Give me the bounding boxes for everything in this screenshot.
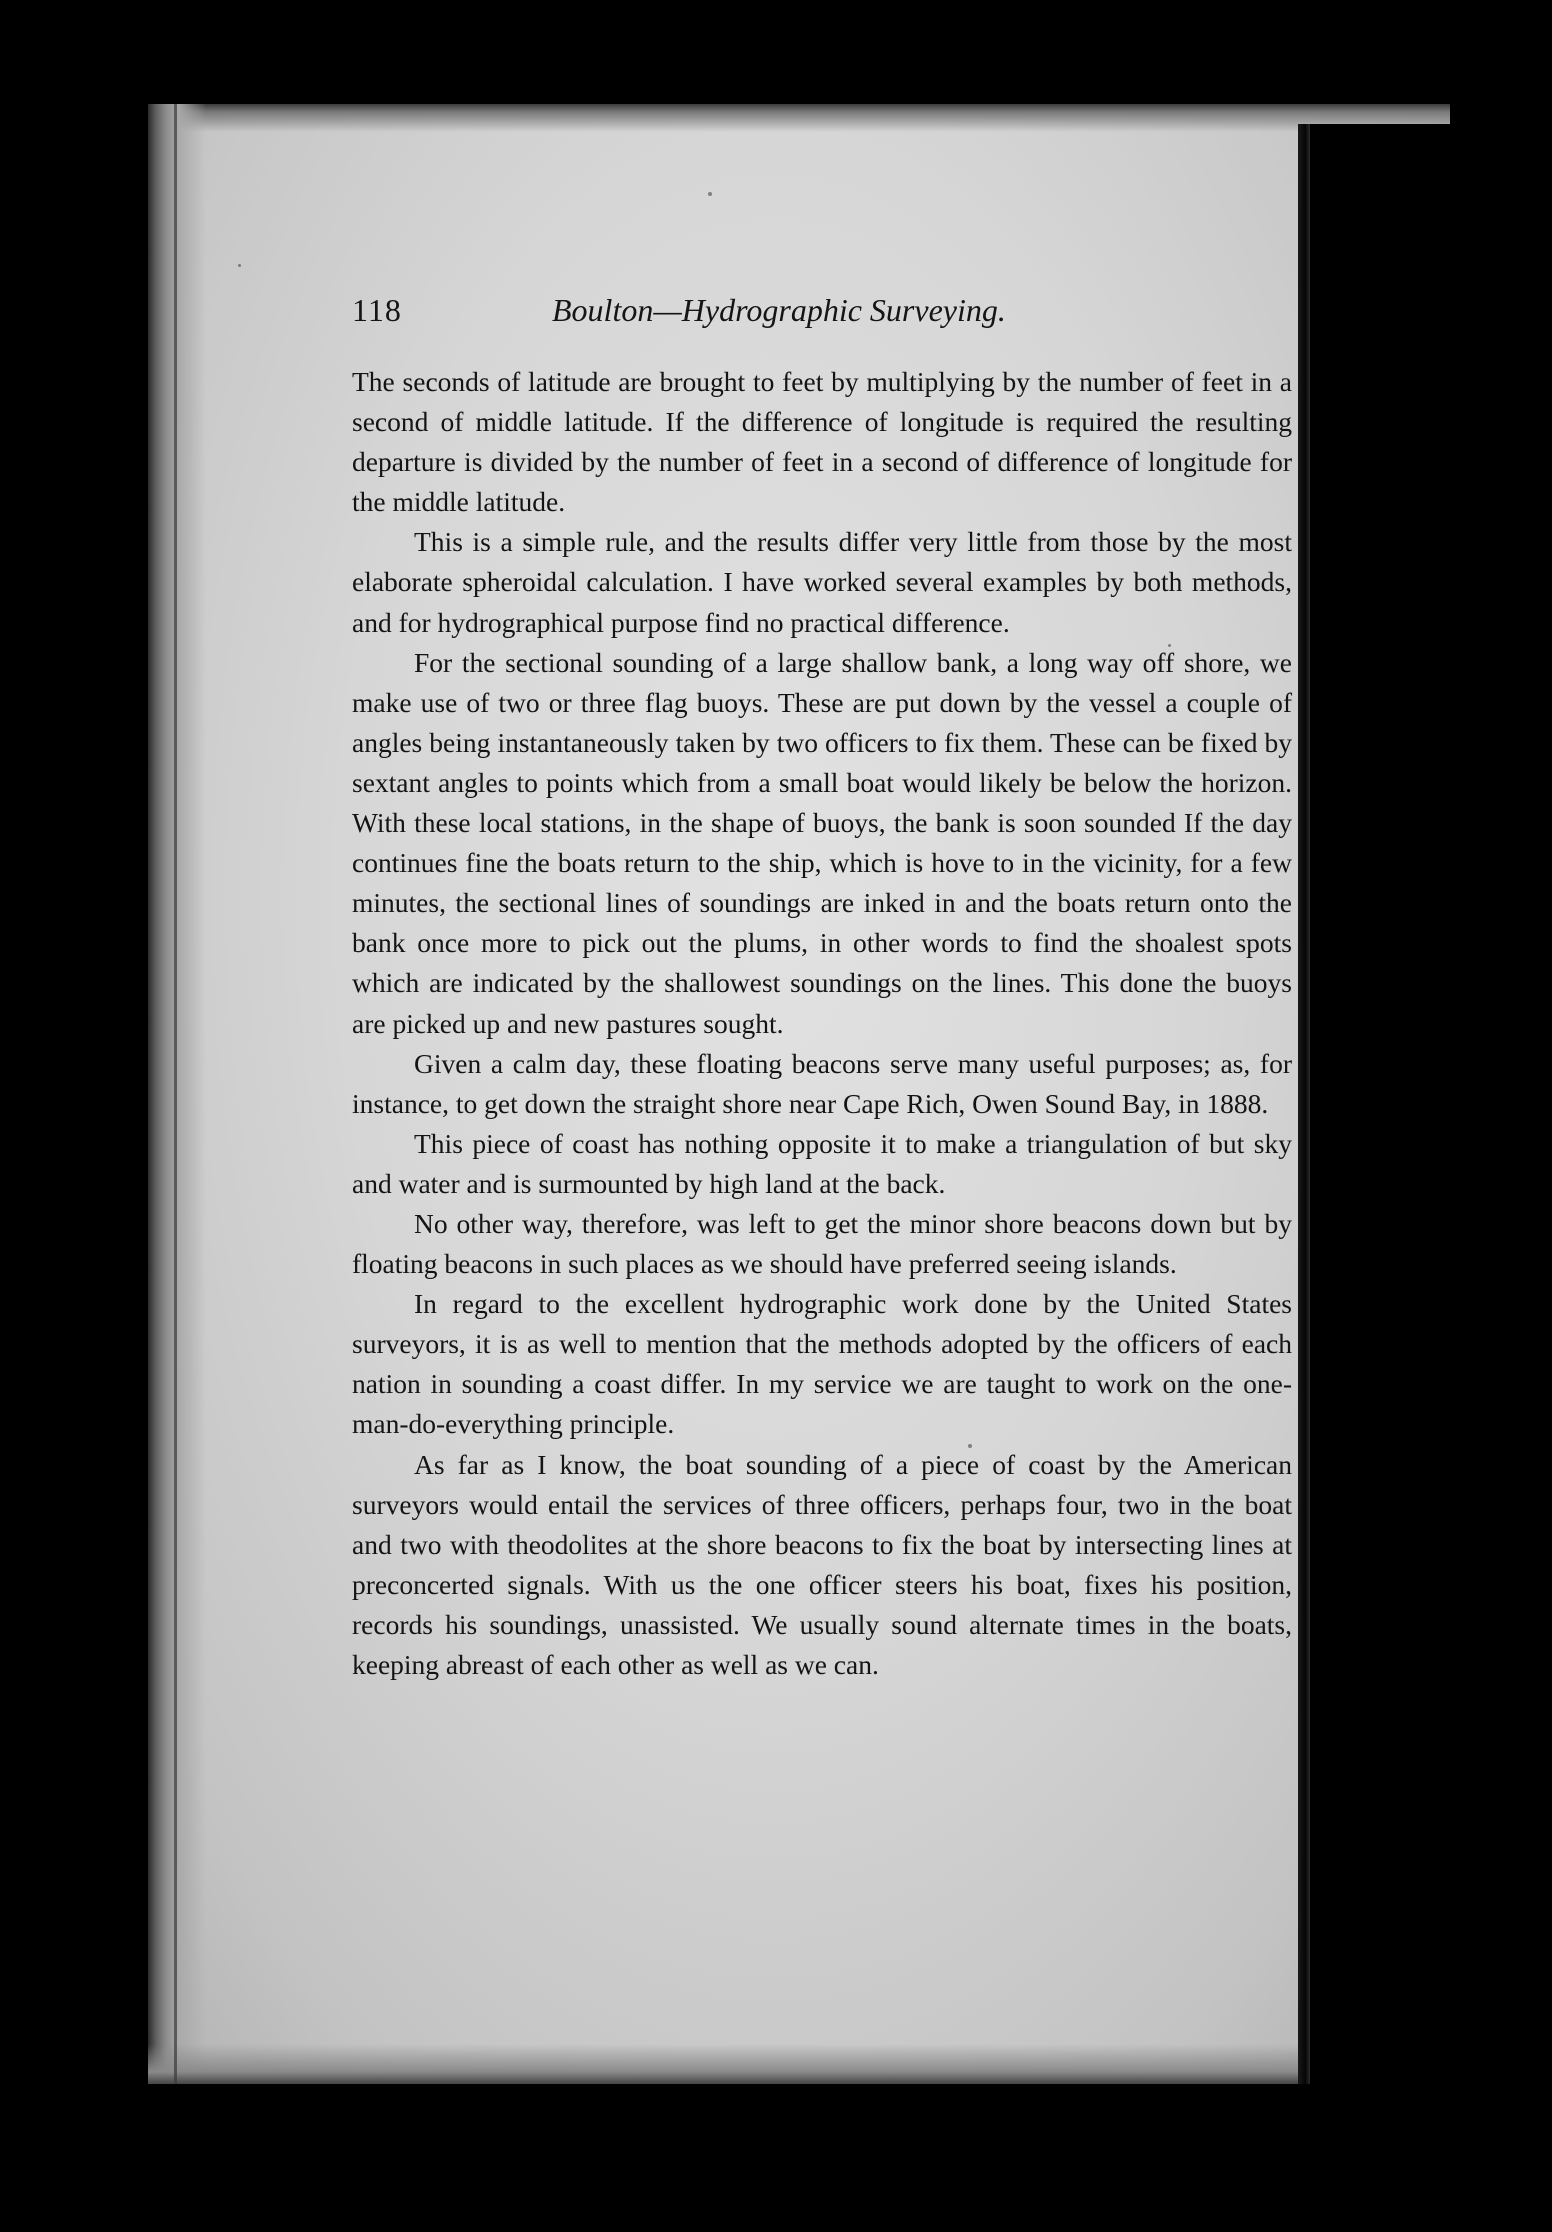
page-number: 118: [352, 292, 402, 328]
scan-right-margin: [1310, 124, 1552, 2084]
paragraph: This piece of coast has nothing opposite it to make a triangulation of but sky and water and is surmounted by high land at the back.: [352, 1127, 1292, 1199]
page-edge-rule: [174, 104, 177, 2084]
page-binding-edge: [1298, 124, 1310, 2084]
paragraph: In regard to the excellent hydrographic work done by the United States surveyors, it is as well to mention that the methods adopted by the officers of each nation in sounding a coast differ. In my service we are taught to work on the one-man-do-everything principle.: [352, 1288, 1292, 1440]
paragraph: For the sectional sounding of a large shallow bank, a long way off shore, we make use of two or three flag buoys. These are put down by the vessel a couple of angles being instantaneously taken by two officers to fix them. These can be fixed by sextant angles to points which from a small boat would likely be below the horizon. With these local stations, in the shape of buoys, the bank is soon sounded If the day continues fine the boats return to the ship, which is hove to in the vicinity, for a few minutes, the sectional lines of soundings are inked in and the boats return onto the bank once more to pick out the plums, in other words to find the shoalest spots which are indicated by the shallowest soundings on the lines. This done the buoys are picked up and new pastures sought.: [352, 646, 1292, 1039]
paragraph: No other way, therefore, was left to get the minor shore beacons down but by floating beacons in such places as we should have preferred seeing islands.: [352, 1207, 1292, 1280]
page-bottom-shadow: [148, 2044, 1450, 2084]
paragraph: As far as I know, the boat sounding of a piece of coast by the American surveyors would entail the services of three officers, perhaps four, two in the boat and two with theodolites at the shore beacons to fix the boat by intersecting lines at preconcerted signals. With us the one officer steers his boat, fixes his position, records his soundings, unassisted. We usually sound alternate times in the boats, keeping abreast of each other as well as we can.: [352, 1448, 1292, 1680]
scan-speck: [708, 192, 712, 196]
scan-speck: [238, 264, 241, 267]
running-head: Boulton—Hydrographic Surveying.: [552, 292, 1006, 328]
page-header: [352, 292, 1352, 348]
paragraph: Given a calm day, these floating beacons serve many useful purposes; as, for instance, to get down the straight shore near Cape Rich, Owen Sound Bay, in 1888.: [352, 1047, 1292, 1119]
body-text: [352, 362, 1292, 1685]
paragraph: This is a simple rule, and the results differ very little from those by the most elaborate spheroidal calculation. I have worked several examples by both methods, and for hydrographical purpose find no practical difference.: [352, 526, 1292, 638]
page-top-shadow: [148, 104, 1450, 132]
paragraph: The seconds of latitude are brought to feet by multiplying by the number of feet in a second of middle latitude. If the difference of longitude is required the resulting departure is divided by the number of feet in a second of difference of longitude for the middle latitude.: [352, 366, 1292, 518]
page-left-shadow: [148, 104, 206, 2084]
